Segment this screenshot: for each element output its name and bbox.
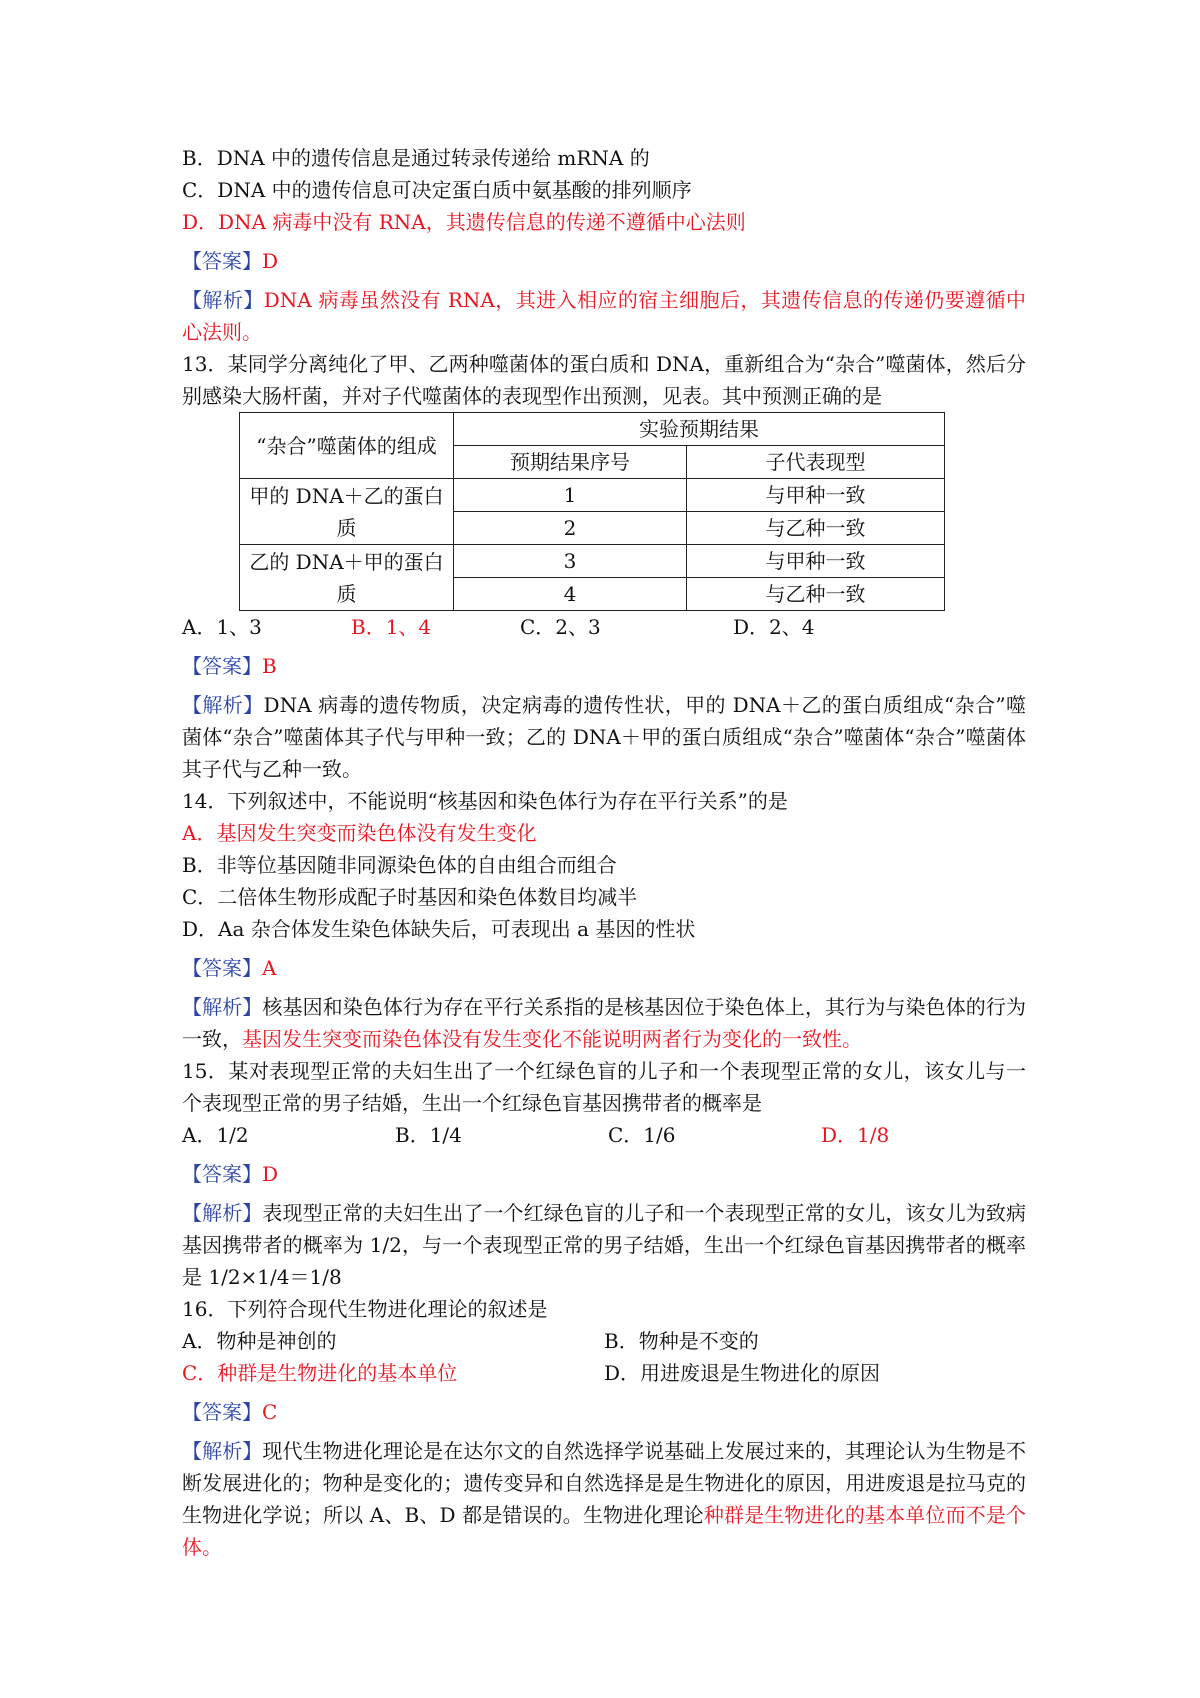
q13-option-a: A．1、3: [182, 615, 262, 639]
experiment-table: [239, 412, 945, 611]
q15-option-b: B．1/4: [395, 1123, 462, 1147]
q14-answer: [182, 952, 1026, 984]
answer-value: D: [262, 249, 279, 273]
q15-answer: [182, 1158, 1026, 1190]
q15-stem: 15．某对表现型正常的夫妇生出了一个红绿色盲的儿子和一个表现型正常的女儿，该女儿与一个表现型正常的男子结婚，生出一个红绿色盲基因携带者的概率是: [182, 1059, 1026, 1115]
q15-option-a: A．1/2: [182, 1123, 249, 1147]
table-row: [240, 545, 945, 578]
analysis-text: 现代生物进化理论是在达尔文的自然选择学说基础上发展过来的，其理论认为生物是不断发展进化的；物种是变化的；遗传变异和自然选择是是生物进化的原因，用进废退是拉马克的生物进化学说；所以 A、B、D 都是错误的。生物进化理论: [182, 1439, 1026, 1527]
analysis-tag: 【解析】: [182, 288, 264, 312]
analysis-text: DNA 病毒的遗传物质，决定病毒的遗传性状，甲的 DNA＋乙的蛋白质组成“杂合”噬菌体“杂合”噬菌体其子代与甲种一致；乙的 DNA＋甲的蛋白质组成“杂合”噬菌体“杂合”噬菌体其子代与乙种一致。: [182, 693, 1027, 781]
q16-option-b: B．物种是不变的: [604, 1329, 759, 1353]
table-cell-number: 3: [454, 545, 687, 578]
q16-stem: 16．下列符合现代生物进化理论的叙述是: [182, 1297, 548, 1321]
q13-option-b: B．1、4: [351, 615, 432, 639]
table-row: [240, 479, 945, 512]
analysis-tag: 【解析】: [182, 1439, 263, 1463]
q12-option-d: D．DNA 病毒中没有 RNA，其遗传信息的传递不遵循中心法则: [182, 210, 746, 234]
answer-value: A: [262, 956, 277, 980]
q14-option-c: C．二倍体生物形成配子时基因和染色体数目均减半: [182, 885, 638, 909]
table-cell-composition: 乙的 DNA＋甲的蛋白质: [240, 545, 454, 611]
q13-option-c: C．2、3: [520, 615, 601, 639]
analysis-tag: 【解析】: [182, 995, 263, 1019]
q12-analysis: [182, 284, 1026, 348]
q14-option-a: A．基因发生突变而染色体没有发生变化: [182, 821, 537, 845]
answer-tag: 【答案】: [182, 654, 262, 678]
q14-option-b: B．非等位基因随非同源染色体的自由组合而组合: [182, 853, 617, 877]
q16-options-row-2: [182, 1357, 1026, 1389]
table-cell-phenotype: 与乙种一致: [687, 512, 945, 545]
q16-option-c: C．种群是生物进化的基本单位: [182, 1361, 458, 1385]
q14-stem: 14．下列叙述中，不能说明“核基因和染色体行为存在平行关系”的是: [182, 789, 788, 813]
analysis-text: 表现型正常的夫妇生出了一个红绿色盲的儿子和一个表现型正常的女儿，该女儿为致病基因携带者的概率为 1/2，与一个表现型正常的男子结婚，生出一个红绿色盲基因携带者的概率是 1/2×1/4＝1/8: [182, 1201, 1026, 1289]
q12-option-b: B．DNA 中的遗传信息是通过转录传递给 mRNA 的: [182, 146, 650, 170]
answer-value: C: [262, 1400, 278, 1424]
answer-tag: 【答案】: [182, 1162, 262, 1186]
table-header-group: 实验预期结果: [454, 413, 945, 446]
analysis-text: DNA 病毒虽然没有 RNA，其进入相应的宿主细胞后，其遗传信息的传递仍要遵循中心法则。: [182, 288, 1026, 344]
q15-option-d: D．1/8: [821, 1123, 890, 1147]
table-cell-number: 2: [454, 512, 687, 545]
table-subheader-number: 预期结果序号: [454, 446, 687, 479]
q15-analysis: [182, 1197, 1026, 1293]
answer-tag: 【答案】: [182, 1400, 262, 1424]
q16-options-row-1: [182, 1325, 1026, 1357]
table-cell-number: 4: [454, 578, 687, 611]
q14-option-d: D．Aa 杂合体发生染色体缺失后，可表现出 a 基因的性状: [182, 917, 696, 941]
q16-option-d: D．用进废退是生物进化的原因: [604, 1361, 881, 1385]
table-cell-number: 1: [454, 479, 687, 512]
answer-value: D: [262, 1162, 279, 1186]
q12-option-c: C．DNA 中的遗传信息可决定蛋白质中氨基酸的排列顺序: [182, 178, 692, 202]
table-header-composition: “杂合”噬菌体的组成: [240, 413, 454, 479]
table-cell-composition: 甲的 DNA＋乙的蛋白质: [240, 479, 454, 545]
document-page: [182, 142, 1026, 1563]
q15-options: [182, 1119, 1026, 1151]
table-cell-phenotype: 与乙种一致: [687, 578, 945, 611]
q15-option-c: C．1/6: [608, 1123, 676, 1147]
analysis-tag: 【解析】: [182, 1201, 263, 1225]
answer-value: B: [262, 654, 277, 678]
table-cell-phenotype: 与甲种一致: [687, 479, 945, 512]
table-subheader-phenotype: 子代表现型: [687, 446, 945, 479]
q14-analysis: [182, 991, 1026, 1055]
q13-analysis: [182, 689, 1026, 785]
q16-option-a: A．物种是神创的: [182, 1329, 337, 1353]
q16-answer: [182, 1396, 1026, 1428]
analysis-tag: 【解析】: [182, 693, 264, 717]
q13-options: [182, 611, 1026, 643]
q12-answer: [182, 245, 1026, 277]
q13-stem: 13．某同学分离纯化了甲、乙两种噬菌体的蛋白质和 DNA，重新组合为“杂合”噬菌体，然后分别感染大肠杆菌，并对子代噬菌体的表现型作出预测，见表。其中预测正确的是: [182, 352, 1026, 408]
table-cell-phenotype: 与甲种一致: [687, 545, 945, 578]
analysis-highlight: 基因发生突变而染色体没有发生变化不能说明两者行为变化的一致性。: [242, 1027, 862, 1051]
answer-tag: 【答案】: [182, 249, 262, 273]
q13-option-d: D．2、4: [733, 615, 815, 639]
q16-analysis: [182, 1435, 1026, 1563]
answer-tag: 【答案】: [182, 956, 262, 980]
analysis-highlight: 种群是生物进化的基本单位而不是个体。: [182, 1503, 1027, 1559]
analysis-text: 核基因和染色体行为存在平行关系指的是核基因位于染色体上，其行为与染色体的行为一致，: [182, 995, 1026, 1051]
q13-answer: [182, 650, 1026, 682]
